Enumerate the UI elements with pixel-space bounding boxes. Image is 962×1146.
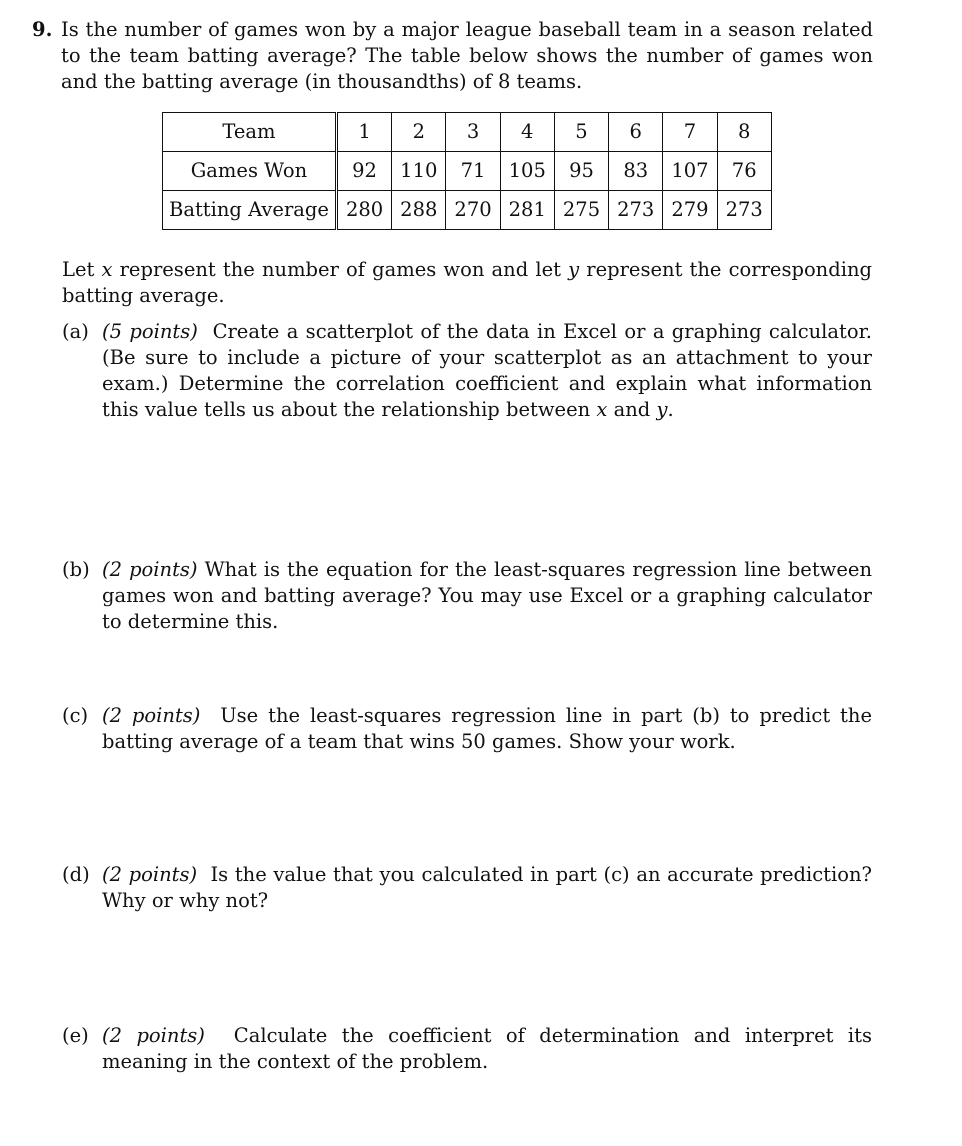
part-text bbox=[102, 319, 872, 423]
intro-text: Let bbox=[62, 258, 102, 281]
table-header-row bbox=[163, 113, 772, 152]
table-header-cell: 2 bbox=[392, 113, 446, 152]
variable-y: y bbox=[568, 258, 580, 281]
table-cell: 280 bbox=[336, 191, 391, 230]
part-label: (b) bbox=[62, 558, 90, 581]
table-row bbox=[163, 191, 772, 230]
question-text: and bbox=[607, 398, 657, 421]
question-text: What is the equation for the least-squares regression line between games won and batting average? You may use Excel or a graphing calculator to determine this. bbox=[102, 558, 873, 633]
table-cell: 105 bbox=[500, 152, 554, 191]
question-text: Is the value that you calculated in part (c) an accurate prediction? Why or why not? bbox=[102, 863, 872, 912]
row-label: Games Won bbox=[163, 152, 337, 191]
table-cell: 107 bbox=[663, 152, 717, 191]
table-header-cell: 8 bbox=[717, 113, 771, 152]
intro-text: represent the corresponding batting average. bbox=[62, 258, 873, 307]
variable-x: x bbox=[596, 398, 608, 421]
part-text bbox=[102, 557, 872, 635]
table-cell: 273 bbox=[609, 191, 663, 230]
intro-text: represent the number of games won and let bbox=[112, 258, 569, 281]
part-text bbox=[102, 862, 872, 914]
table-cell: 83 bbox=[609, 152, 663, 191]
table-cell: 273 bbox=[717, 191, 771, 230]
table-header-cell: 3 bbox=[446, 113, 500, 152]
question-text: Use the least-squares regression line in part (b) to predict the batting average of a team that wins 50 games. Show your work. bbox=[102, 704, 872, 753]
part-label: (c) bbox=[62, 704, 89, 727]
table-cell: 288 bbox=[392, 191, 446, 230]
table-header-cell: 6 bbox=[609, 113, 663, 152]
table-cell: 71 bbox=[446, 152, 500, 191]
row-label: Batting Average bbox=[163, 191, 337, 230]
part-text bbox=[102, 703, 872, 755]
data-table bbox=[162, 112, 772, 230]
table-cell: 275 bbox=[554, 191, 608, 230]
table-cell: 279 bbox=[663, 191, 717, 230]
part-label: (a) bbox=[62, 320, 89, 343]
variable-y: y bbox=[656, 398, 668, 421]
points-label: (2 points) bbox=[102, 558, 198, 581]
points-label: (2 points) bbox=[102, 704, 201, 727]
table-header-cell: 4 bbox=[500, 113, 554, 152]
table-cell: 281 bbox=[500, 191, 554, 230]
points-label: (2 points) bbox=[102, 863, 198, 886]
table-cell: 92 bbox=[336, 152, 391, 191]
problem-number: 9. bbox=[32, 18, 53, 41]
part-label: (d) bbox=[62, 863, 90, 886]
question-text: Calculate the coefficient of determination and interpret its meaning in the context of the problem. bbox=[102, 1024, 873, 1073]
part-text bbox=[102, 1023, 872, 1075]
table-cell: 270 bbox=[446, 191, 500, 230]
table-header-cell: 1 bbox=[336, 113, 391, 152]
table-header-cell: 7 bbox=[663, 113, 717, 152]
question-text: Create a scatterplot of the data in Excel or a graphing calculator. (Be sure to include a picture of your scatterplot as an attachment to your exam.) Determine the correlation coefficient and explain what information this value tells us about the relationship between bbox=[102, 320, 872, 421]
table-cell: 76 bbox=[717, 152, 771, 191]
table-cell: 110 bbox=[392, 152, 446, 191]
variable-definition bbox=[62, 257, 872, 309]
points-label: (5 points) bbox=[102, 320, 198, 343]
question-text: . bbox=[667, 398, 674, 421]
points-label: (2 points) bbox=[102, 1024, 205, 1047]
table-header-label: Team bbox=[163, 113, 337, 152]
problem-text: Is the number of games won by a major league baseball team in a season related to the team batting average? The table below shows the number of games won and the batting average (in thousandths) of 8 teams. bbox=[61, 18, 873, 93]
variable-x: x bbox=[101, 258, 113, 281]
table-row bbox=[163, 152, 772, 191]
part-label: (e) bbox=[62, 1024, 89, 1047]
table-cell: 95 bbox=[554, 152, 608, 191]
table-header-cell: 5 bbox=[554, 113, 608, 152]
